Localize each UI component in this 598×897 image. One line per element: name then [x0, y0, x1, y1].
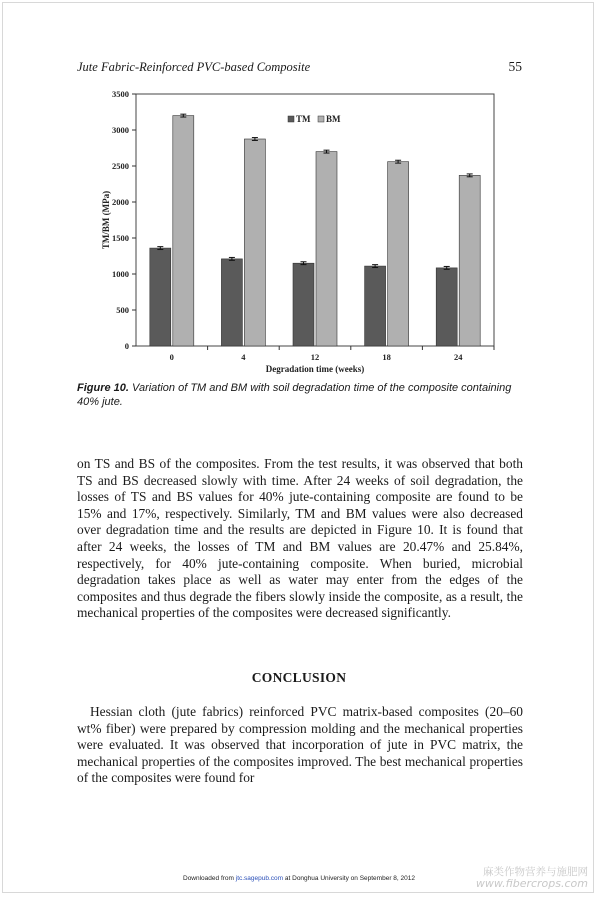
caption-text: Variation of TM and BM with soil degradation time of the composite containing 40% jute. — [77, 382, 512, 408]
y-axis-label: TM/BM (MPa) — [101, 190, 111, 250]
bar-tm — [293, 263, 314, 346]
y-tick-label: 3500 — [112, 89, 129, 99]
x-tick-label: 24 — [453, 352, 463, 362]
footer-suffix: at Donghua University on September 8, 2012 — [283, 875, 415, 882]
bar-tm — [365, 266, 386, 346]
y-tick-label: 0 — [124, 341, 129, 351]
y-tick-label: 2500 — [112, 161, 129, 171]
caption-label: Figure 10. — [77, 382, 129, 394]
watermark-chinese: 麻类作物营养与施肥网 — [483, 866, 588, 878]
running-title: Jute Fabric-Reinforced PVC-based Composite — [77, 60, 311, 74]
bar-tm — [436, 268, 457, 346]
bar-bm — [173, 116, 194, 346]
body-paragraph-2 — [77, 704, 523, 787]
legend-label-tm: TM — [296, 114, 311, 124]
section-heading: CONCLUSION — [251, 670, 347, 685]
footer-prefix: Downloaded from — [183, 875, 236, 882]
x-axis-label: Degradation time (weeks) — [265, 364, 365, 374]
bar-tm — [150, 248, 171, 346]
bar-tm — [221, 259, 242, 346]
page-number: 55 — [508, 59, 522, 74]
y-tick-label: 2000 — [112, 197, 129, 207]
y-tick-label: 1000 — [112, 269, 129, 279]
footer-link[interactable]: jtc.sagepub.com — [235, 875, 284, 882]
figure-caption — [77, 381, 527, 409]
y-tick-label: 3000 — [112, 125, 129, 135]
y-tick-label: 500 — [116, 305, 129, 315]
y-tick-label: 1500 — [112, 233, 129, 243]
bar-bm — [459, 175, 480, 346]
bar-bm — [388, 162, 409, 346]
legend-label-bm: BM — [326, 114, 341, 124]
watermark — [476, 866, 588, 890]
watermark-url: www.fibercrops.com — [475, 877, 588, 890]
bar-bm — [316, 152, 337, 346]
paragraph-text: on TS and BS of the composites. From the test results, it was observed that both TS and BS decreased slowly with time. After 24 weeks of soil degradation, the losses of TS and BS values for 40% jute-containing composite are found to be 15% and 17%, respectively. Similarly, TM and BM values were also decreased over degradation time and the results are depicted in Figure 10. It is found that after 24 weeks, the losses of TM and BM values are 20.47% and 25.84%, respectively, for 40% jute-containing composite. When buried, microbial degradation takes place as well as water may enter from the edges of the composites and thus degrade the fibers slowly inside the composite, as a result, the mechanical properties of the composites were decreased significantly. — [77, 456, 523, 621]
x-tick-label: 4 — [241, 352, 246, 362]
x-tick-label: 12 — [310, 352, 320, 362]
bar-chart — [96, 86, 506, 376]
body-paragraph-1 — [77, 456, 523, 622]
x-tick-label: 0 — [169, 352, 174, 362]
legend-swatch-bm — [318, 116, 324, 122]
bar-bm — [244, 139, 265, 346]
x-tick-label: 18 — [382, 352, 391, 362]
paragraph-text: Hessian cloth (jute fabrics) reinforced PVC matrix-based composites (20–60 wt% fiber) were prepared by compression molding and the mechanical properties were evaluated. It was observed that incorporation of jute in PVC matrix, the mechanical properties of the composites improved. The best mechanical properties of the composites were found for — [77, 704, 523, 786]
legend-swatch-tm — [288, 116, 294, 122]
